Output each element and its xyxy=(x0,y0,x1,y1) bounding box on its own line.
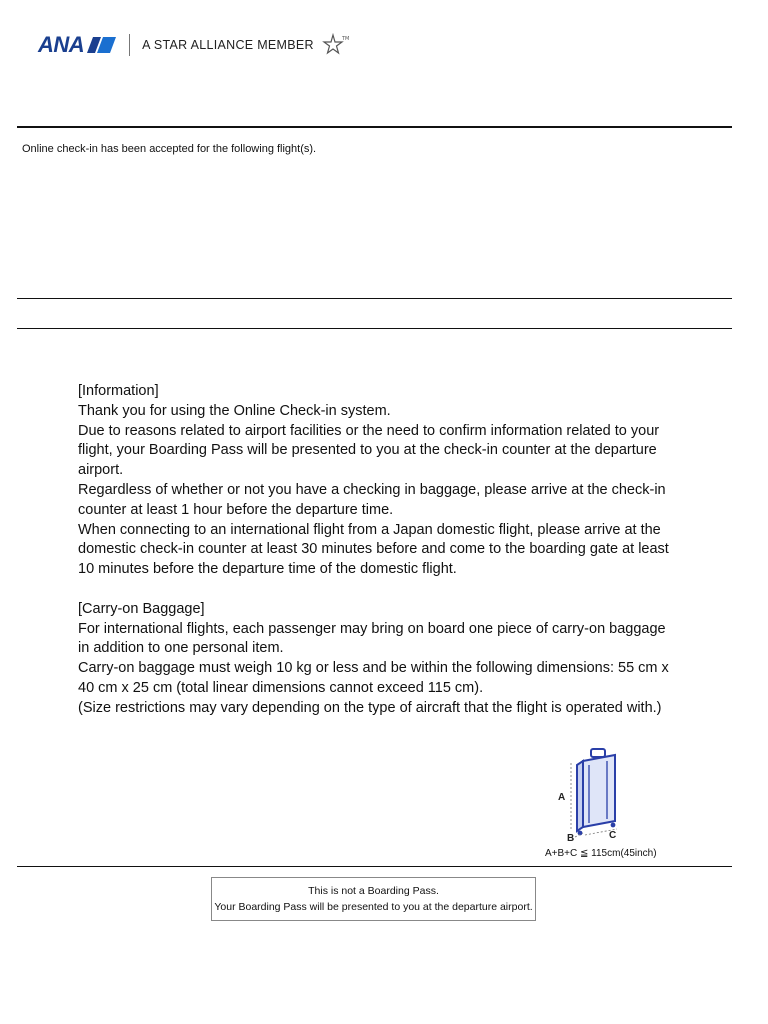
notice-line-2: Your Boarding Pass will be presented to you at the departure airport. xyxy=(214,901,533,913)
ana-stripes-icon xyxy=(87,36,117,54)
information-line: Thank you for using the Online Check-in system. xyxy=(78,402,391,419)
information-line: Regardless of whether or not you have a checking in baggage, please arrive at the check-in counter at least 1 hour before the departure time. xyxy=(78,481,666,518)
boarding-pass-notice xyxy=(211,877,536,921)
carry-on-line: (Size restrictions may vary depending on the type of aircraft that the flight is operated with.) xyxy=(78,699,662,716)
star-alliance-icon xyxy=(320,33,350,57)
carry-on-line: For international flights, each passenger may bring on board one piece of carry-on baggage in addition to one personal item. xyxy=(78,620,666,657)
notice-line-1: This is not a Boarding Pass. xyxy=(308,885,439,897)
spacer xyxy=(78,580,678,600)
ana-logo xyxy=(38,32,117,58)
svg-text:TM: TM xyxy=(341,36,350,42)
bottom-divider xyxy=(17,866,732,867)
carry-on-heading: [Carry-on Baggage] xyxy=(78,600,205,617)
information-line: Due to reasons related to airport facilities or the need to confirm information related to your flight, your Boarding Pass will be presented to you at the check-in counter at the departure airport. xyxy=(78,422,660,479)
star-alliance-text: A STAR ALLIANCE MEMBER xyxy=(142,38,314,52)
carry-on-line: Carry-on baggage must weigh 10 kg or less and be within the following dimensions: 55 cm x 40 cm x 25 cm (total linear dimensions cannot exceed 115 cm). xyxy=(78,660,669,696)
suitcase-icon xyxy=(577,749,615,835)
section-divider-2 xyxy=(17,328,732,329)
luggage-size-caption: A+B+C ≦ 115cm(45inch) xyxy=(545,848,657,859)
top-divider xyxy=(17,126,732,128)
ana-logo-text: ANA xyxy=(38,32,85,57)
dimension-label-c: C xyxy=(609,830,617,841)
header-divider xyxy=(129,34,130,56)
luggage-diagram xyxy=(545,745,665,863)
dimension-label-a: A xyxy=(558,792,566,803)
header xyxy=(38,30,350,60)
dimension-label-b: B xyxy=(567,833,575,844)
checkin-accepted-message: Online check-in has been accepted for the following flight(s). xyxy=(22,143,317,155)
section-divider-1 xyxy=(17,298,732,299)
information-line: When connecting to an international flight from a Japan domestic flight, please arrive at the domestic check-in counter at least 30 minutes before and come to the boarding gate at least 10 minutes before the departure time of the domestic flight. xyxy=(78,521,669,578)
information-heading: [Information] xyxy=(78,383,159,399)
information-section xyxy=(78,382,678,719)
